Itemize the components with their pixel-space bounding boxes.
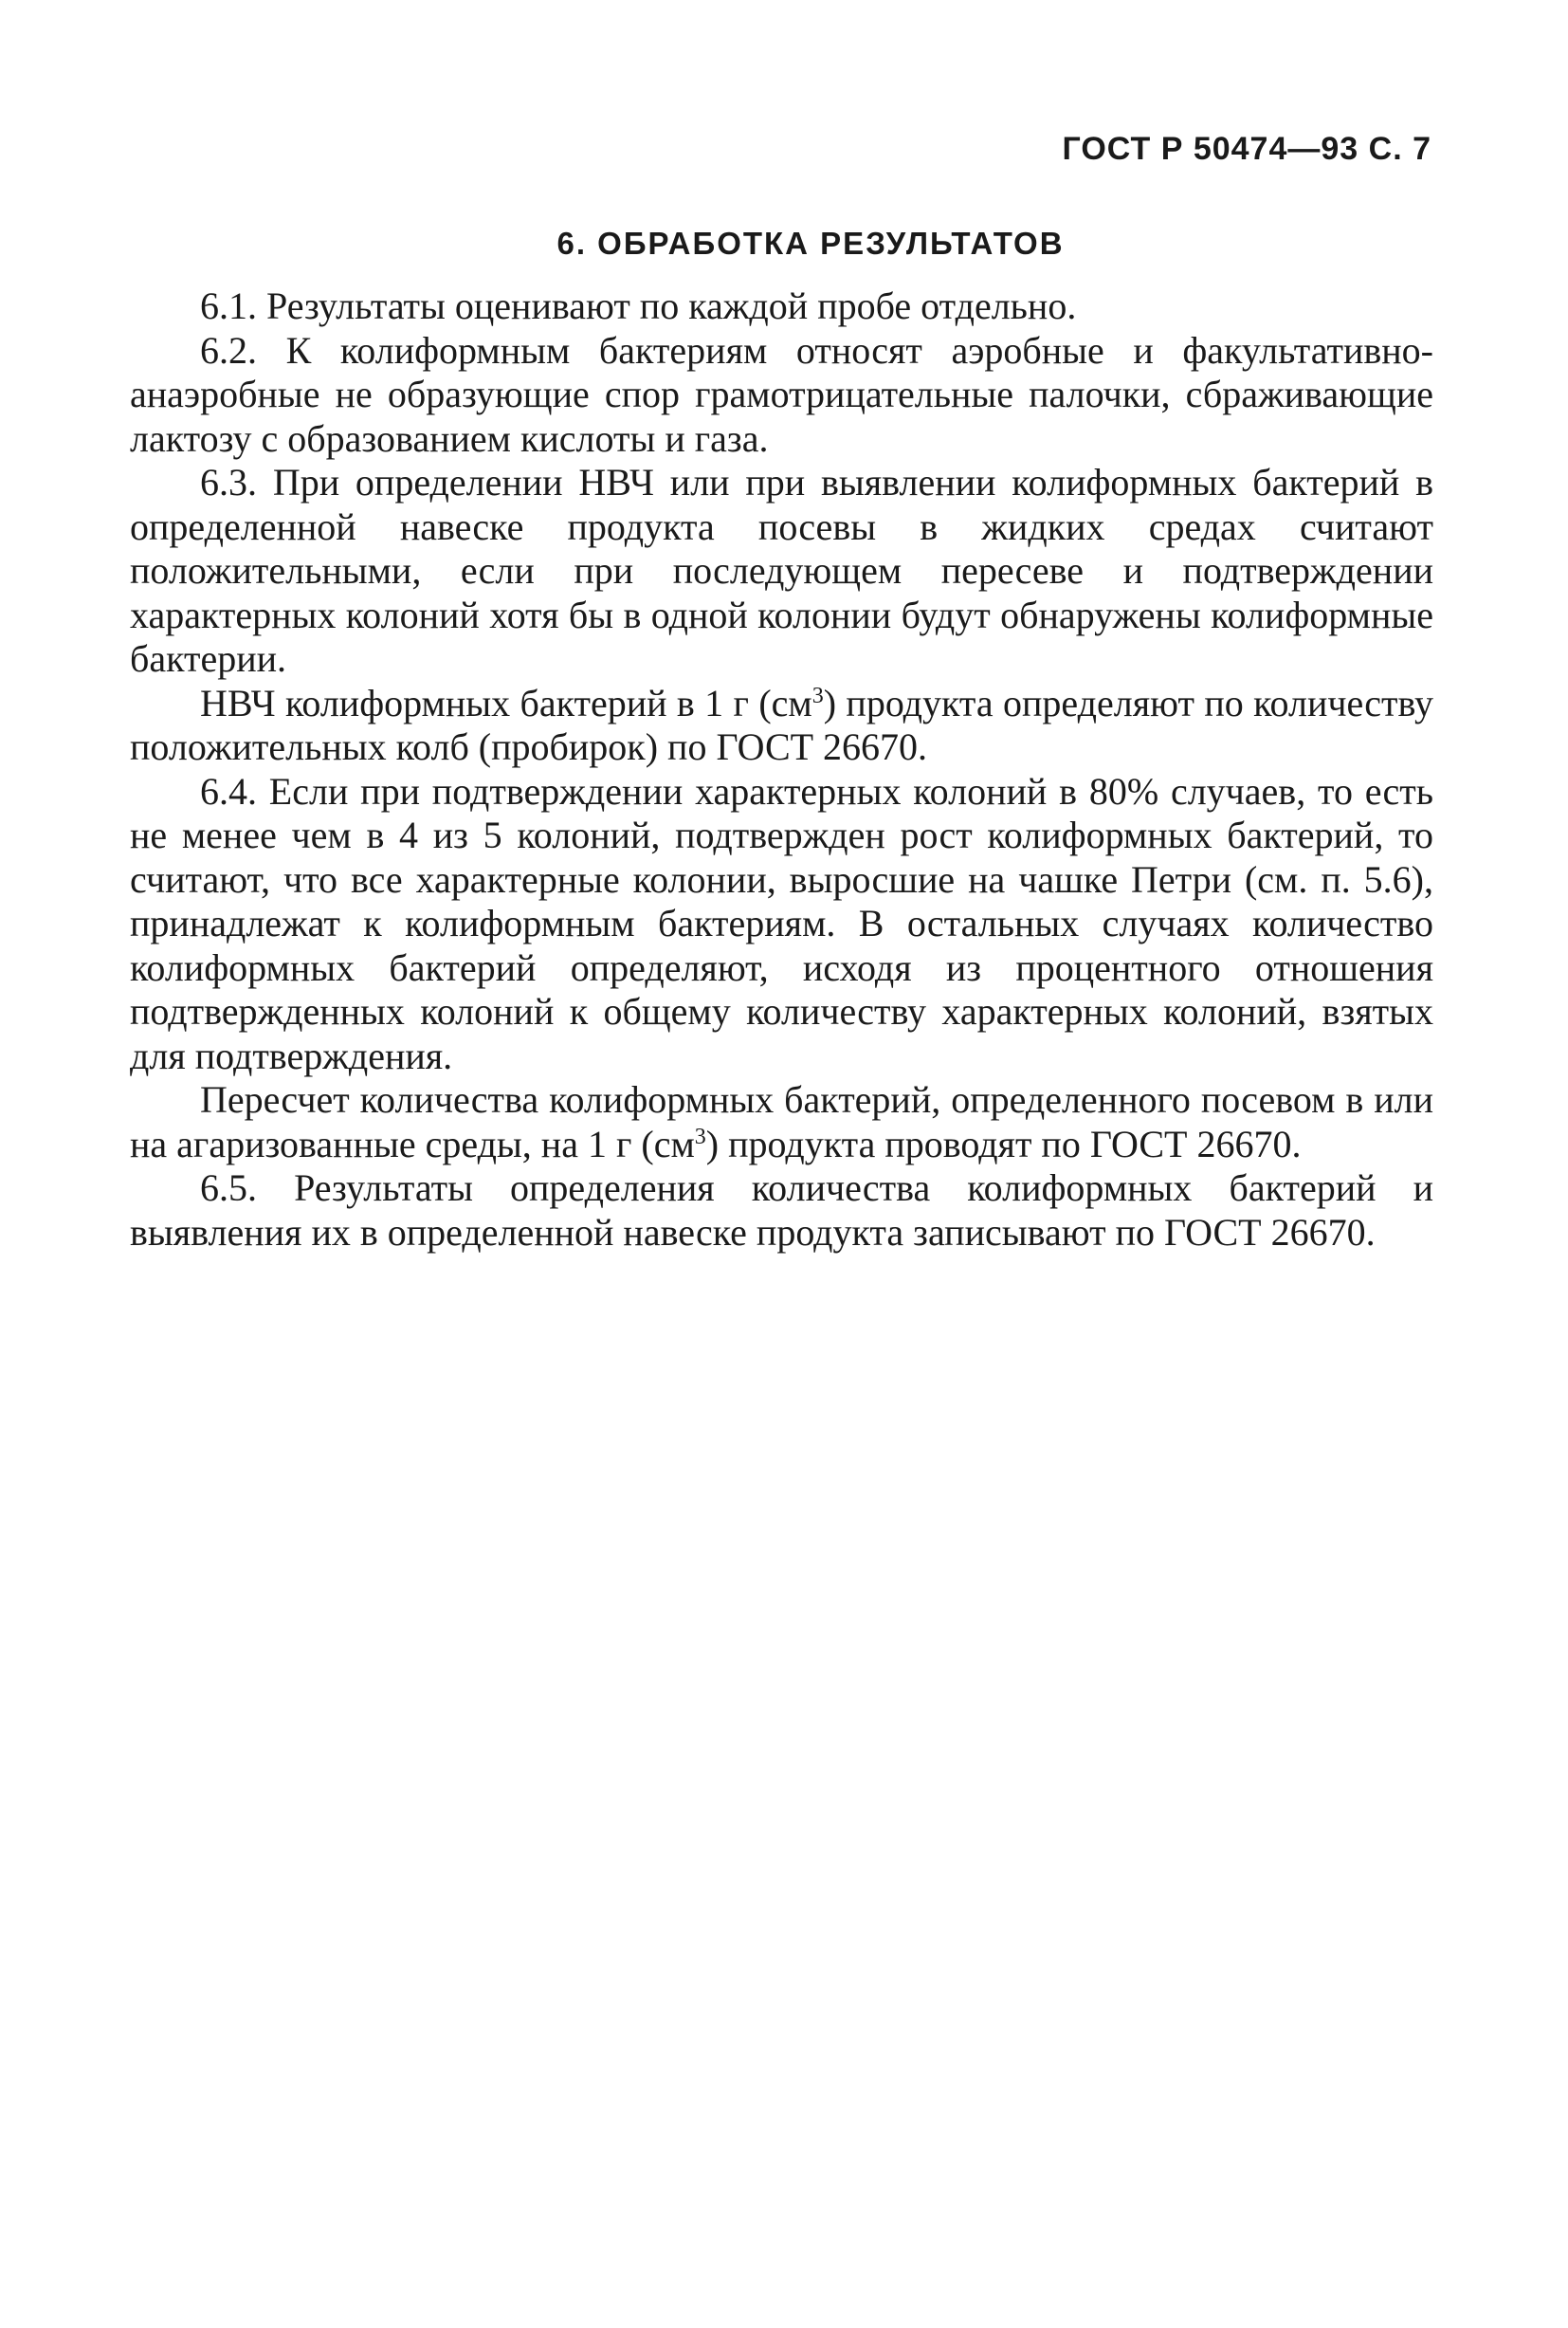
paragraph-recalculation: [130, 1078, 1433, 1166]
paragraph-6-4: 6.4. Если при подтверждении характерных колоний в 80% случаев, то есть не менее чем в 4 из 5 колоний, подтвержден рост колиформных бактерий, то считают, что все характерные колонии, выросшие на чашке Петри (см. п. 5.6), принадлежат к колиформным бактериям. В остальных случаях количество колиформных бактерий определяют, исходя из процентного отношения подтвержденных колоний к общему количеству характерных колоний, взятых для подтверждения.: [130, 769, 1433, 1077]
paragraph-6-2: 6.2. К колиформным бактериям относят аэробные и факультативно-анаэробные не образующие спор грамотрицательные палочки, сбраживающие лактозу с образованием кислоты и газа.: [130, 328, 1433, 460]
paragraph-text-before: НВЧ колиформных бактерий в 1 г (см: [200, 681, 812, 724]
paragraph-text-after: ) продукта проводят по ГОСТ 26670.: [705, 1122, 1302, 1165]
superscript: 3: [694, 1124, 706, 1149]
paragraph-6-3: 6.3. При определении НВЧ или при выявлении колиформных бактерий в определенной навеске продукта посевы в жидких средах считают положительными, если при последующем пересеве и подтверждении характерных колоний хотя бы в одной колонии будут обнаружены колиформные бактерии.: [130, 461, 1433, 680]
paragraph-text-after: ) продукта определяют по количеству положительных колб (пробирок) по ГОСТ 26670.: [130, 681, 1433, 768]
paragraph-6-5: 6.5. Результаты определения количества колиформных бактерий и выявления их в определенной навеске продукта записывают по ГОСТ 26670.: [130, 1166, 1433, 1254]
paragraph-text-before: Пересчет количества колиформных бактерий, определенного посевом в или на агаризованные среды, на 1 г (см: [130, 1078, 1433, 1165]
paragraph-nvch-calculation: [130, 682, 1433, 770]
section-body: [130, 284, 1433, 1255]
running-head: ГОСТ Р 50474—93 С. 7: [1062, 131, 1431, 167]
section-title: 6. ОБРАБОТКА РЕЗУЛЬТАТОВ: [556, 226, 1065, 261]
superscript: 3: [811, 683, 824, 708]
paragraph-6-1: 6.1. Результаты оценивают по каждой пробе отдельно.: [200, 284, 1077, 327]
